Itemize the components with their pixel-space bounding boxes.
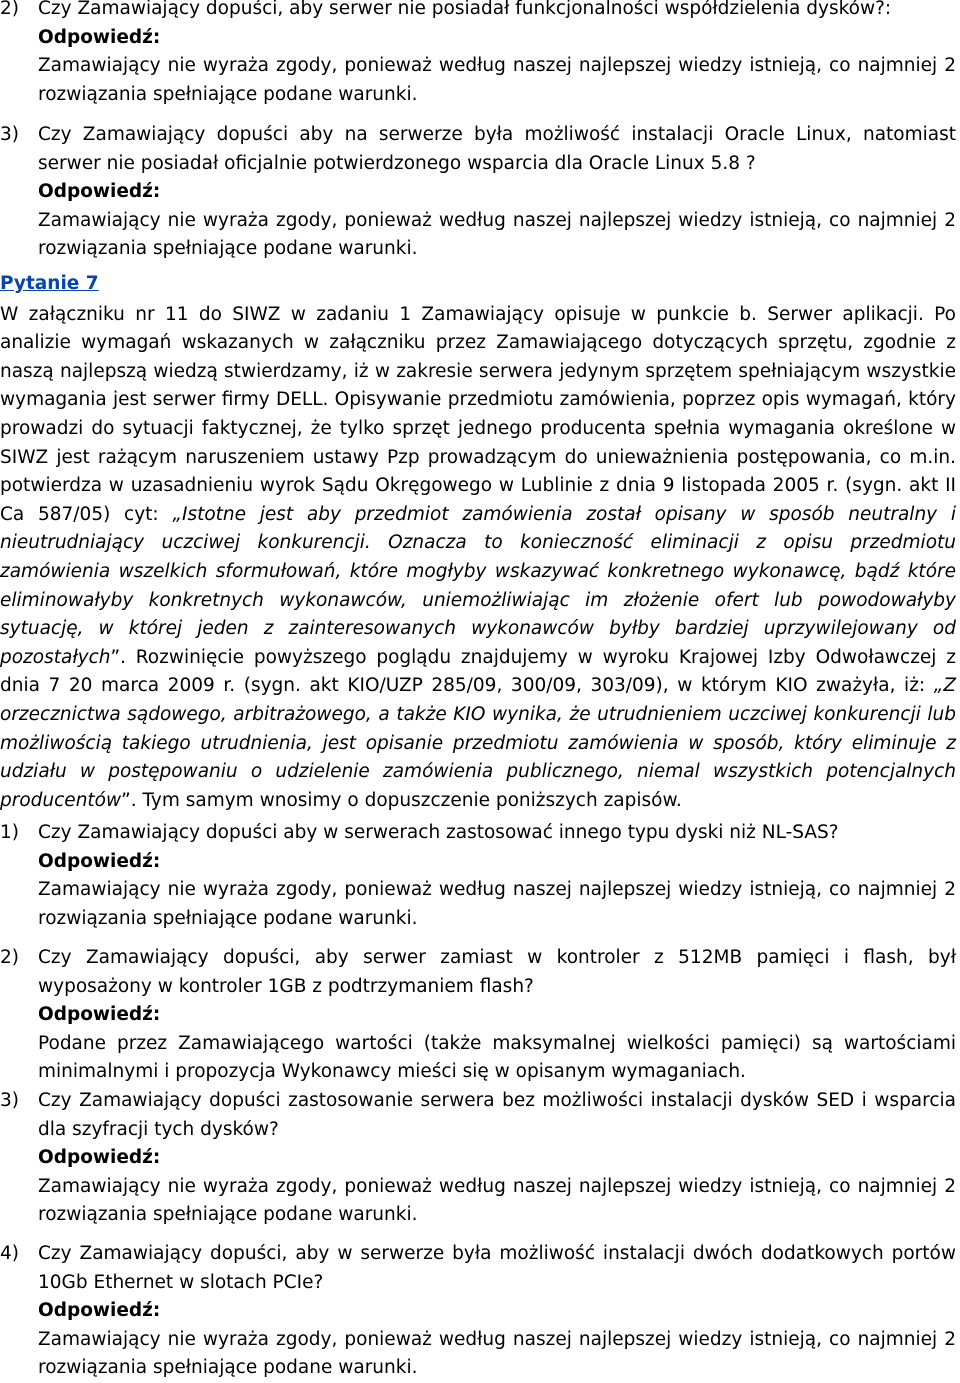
question-text: Czy Zamawiający dopuści, aby serwer nie posiadał funkcjonalności współdzielenia dysków?: <box>38 0 892 19</box>
question-text: Czy Zamawiający dopuści, aby serwer zamiast w kontroler z 512MB pamięci i flash, był wyposażony w kontroler 1GB z podtrzymaniem flash? <box>38 947 956 997</box>
item-number: 1) <box>0 822 19 843</box>
question-item <box>0 1087 956 1230</box>
answer-text: Zamawiający nie wyraża zgody, ponieważ według naszej najlepszej wiedzy istnieją, co najmniej 2 rozwiązania spełniające podane warunki. <box>38 1175 956 1226</box>
question-text: Czy Zamawiający dopuści, aby w serwerze była możliwość instalacji dwóch dodatkowych portów 10Gb Ethernet w slotach PCIe? <box>38 1243 956 1293</box>
answer-text: Zamawiający nie wyraża zgody, ponieważ według naszej najlepszej wiedzy istnieją, co najmniej 2 rozwiązania spełniające podane warunki. <box>38 209 956 260</box>
item-number: 4) <box>0 1243 19 1264</box>
question-text: Czy Zamawiający dopuści zastosowanie serwera bez możliwości instalacji dysków SED i wsparcia dla szyfracji tych dysków? <box>38 1090 956 1140</box>
quote-text: „Istotne jest aby przedmiot zamówienia został opisany w sposób neutralny i nieutrudniający uczciwej konkurencji. Oznacza to konieczność eliminacji z opisu przedmiotu zamówienia wszelkich sformułowań, które mogłyby wskazywać konkretnego wykonawcę, bądź które eliminowałyby konkretnych wykonawców, uniemożliwiając im złożenie ofert lub powodowałyby sytuację, w której jeden z zainteresowanych wykonawców byłby bardziej uprzywilejowany od pozostałych <box>0 503 956 668</box>
answer-text: Zamawiający nie wyraża zgody, ponieważ według naszej najlepszej wiedzy istnieją, co najmniej 2 rozwiązania spełniające podane warunki. <box>38 879 956 929</box>
question-item <box>0 819 956 933</box>
answer-label: Odpowiedź: <box>38 181 161 203</box>
question-item <box>0 121 956 264</box>
item-number: 3) <box>0 1090 19 1111</box>
answer-label: Odpowiedź: <box>38 850 161 872</box>
question-section <box>0 270 956 815</box>
paragraph-text: ”. Rozwinięcie powyższego poglądu znajdujemy w wyroku Krajowej Izby Odwoławczej z dnia 7 20 marca 2009 r. (sygn. akt KIO/UZP 285/09, 300/09, 303/09), w którym KIO zważyła, iż: <box>0 646 956 697</box>
item-number: 2) <box>0 947 19 968</box>
item-number: 3) <box>0 124 19 145</box>
answer-label: Odpowiedź: <box>38 26 161 48</box>
paragraph-text: ”. Tym samym wnosimy o dopuszczenie poniższych zapisów. <box>121 789 682 811</box>
answer-label: Odpowiedź: <box>38 1147 161 1169</box>
question-item <box>0 944 956 1087</box>
answer-text: Zamawiający nie wyraża zgody, ponieważ według naszej najlepszej wiedzy istnieją, co najmniej 2 rozwiązania spełniające podane warunki. <box>38 55 956 105</box>
answer-label: Odpowiedź: <box>38 1300 161 1322</box>
answer-text: Zamawiający nie wyraża zgody, ponieważ według naszej najlepszej wiedzy istnieją, co najmniej 2 rozwiązania spełniające podane warunki. <box>38 1328 956 1379</box>
section-heading[interactable]: Pytanie 7 <box>0 273 99 294</box>
quote-text: „Z orzecznictwa sądowego, arbitrażowego, a także KIO wynika, że utrudnieniem uczciwej konkurencji lub możliwością takiego utrudnienia, jest opisanie przedmiotu zamówienia w sposób, który eliminuje z udziału w postępowaniu o udzielenie zamówienia publicznego, niemal wszystkich potencjalnych producentów <box>0 675 956 811</box>
question-text: Czy Zamawiający dopuści aby na serwerze była możliwość instalacji Oracle Linux, natomiast serwer nie posiadał oficjalnie potwierdzonego wsparcia dla Oracle Linux 5.8 ? <box>38 124 956 174</box>
answer-text: Podane przez Zamawiającego wartości (także maksymalnej wielkości pamięci) są wartościami minimalnymi i propozycja Wykonawcy mieści się w opisanym wymaganiach. <box>38 1032 956 1083</box>
answer-label: Odpowiedź: <box>38 1004 161 1026</box>
paragraph-text: W załączniku nr 11 do SIWZ w zadaniu 1 Zamawiający opisuje w punkcie b. Serwer aplikacji. Po analizie wymagań wskazanych w załączniku przez Zamawiającego dotyczących sprzętu, zgodnie z naszą najlepszą wiedzą stwierdzamy, iż w zakresie serwera jedynym sprzętem spełniającym wszystkie wymagania jest serwer firmy DELL. Opisywanie przedmiotu zamówienia, poprzez opis wymagań, który prowadzi do sytuacji faktycznej, że tylko sprzęt jednego producenta spełnia wymagania określone w SIWZ jest rażącym naruszeniem ustawy Pzp prowadzącym do unieważnienia postępowania, co m.in. potwierdza w uzasadnieniu wyrok Sądu Okręgowego w Lublinie z dnia 9 listopada 2005 r. (sygn. akt II Ca 587/05) cyt: <box>0 303 956 525</box>
item-number: 2) <box>0 0 19 19</box>
section-paragraph <box>0 301 956 816</box>
question-item <box>0 1240 956 1383</box>
question-text: Czy Zamawiający dopuści aby w serwerach zastosować innego typu dyski niż NL-SAS? <box>38 822 839 843</box>
question-item <box>0 0 956 109</box>
